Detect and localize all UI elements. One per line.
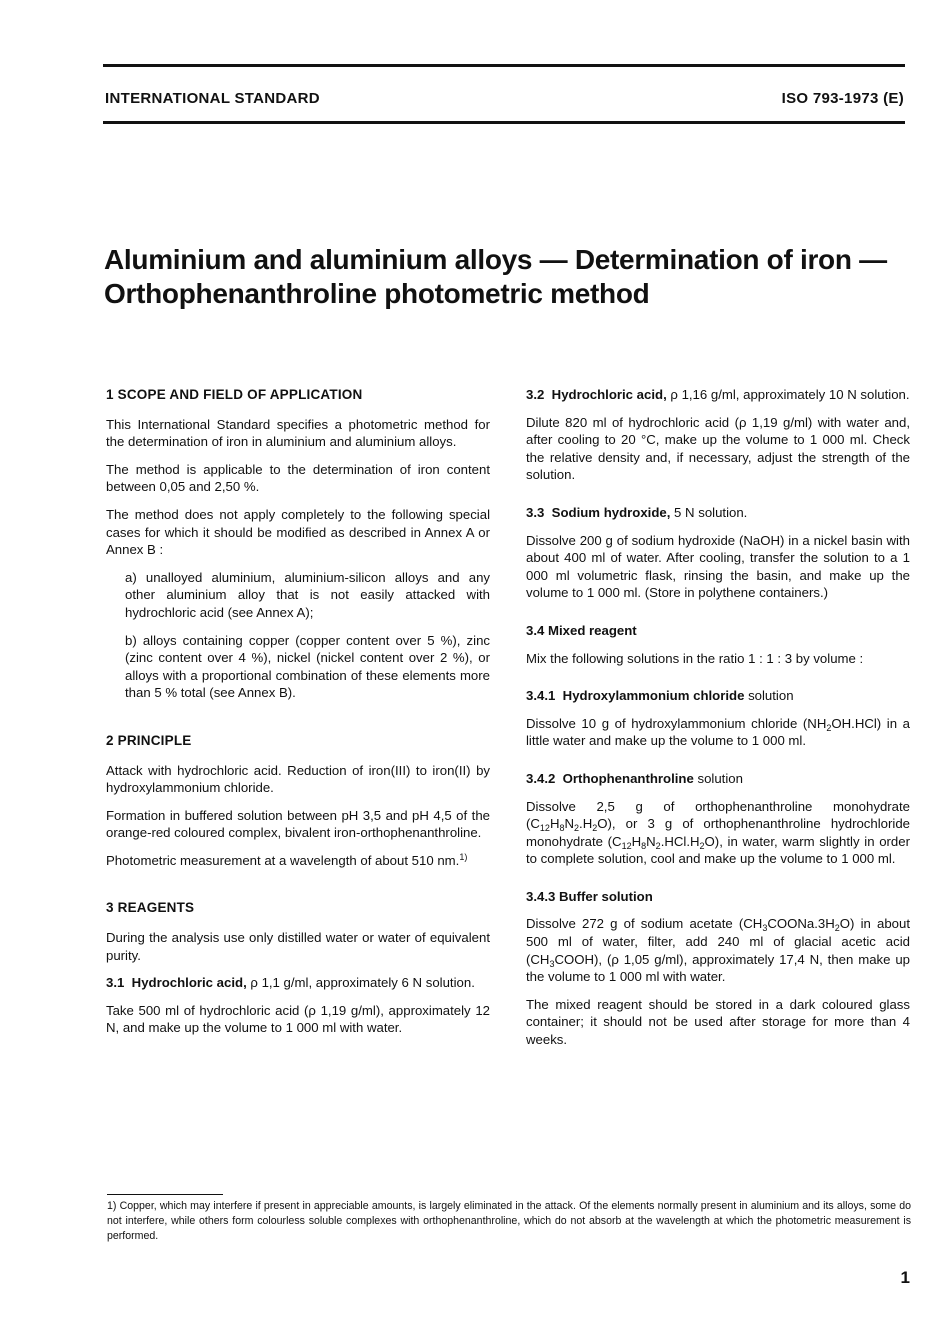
- reagent-3-3-paragraph: Dissolve 200 g of sodium hydroxide (NaOH) in a nickel basin with about 400 ml of water. After cooling, transfer the solution to a 1 000 ml volumetric flask, rinsing the basin, and make up the volume to 1 000 ml. (Store in polythene containers.): [526, 532, 910, 601]
- reagent-3-4-paragraph: Mix the following solutions in the ratio 1 : 1 : 3 by volume :: [526, 650, 864, 666]
- section-3-heading: 3 REAGENTS: [106, 900, 195, 916]
- section-2-paragraph: Photometric measurement at a wavelength of about 510 nm.$^{1)}$: [106, 851, 468, 868]
- section-2-heading: 2 PRINCIPLE: [106, 732, 192, 748]
- section-1-paragraph: This International Standard specifies a photometric method for the determination of iron in aluminium and aluminium alloys.: [106, 416, 490, 450]
- header-top-rule: [103, 64, 905, 67]
- right-column: [526, 386, 910, 1059]
- reagent-3-4-2-heading: 3.4.2 Orthophenanthroline solution: [526, 770, 743, 786]
- section-2-paragraph: Attack with hydrochloric acid. Reduction of iron(III) to iron(II) by hydroxylammonium chloride.: [106, 762, 490, 796]
- reagent-3-2-paragraph: Dilute 820 ml of hydrochloric acid (ρ 1,19 g/ml) with water and, after cooling to 20 °C, make up the volume to 1 000 ml. Check the relative density and, if necessary, adjust the strength of the solution.: [526, 414, 910, 483]
- section-3-paragraph: During the analysis use only distilled water or water of equivalent purity.: [106, 930, 490, 963]
- footnote-rule: [107, 1194, 223, 1195]
- reagent-3-3-heading: 3.3 Sodium hydroxide, 5 N solution.: [526, 504, 748, 520]
- reagent-3-4-1-paragraph: Dissolve 10 g of hydroxylammonium chloride $(NH_2OH.HCl)$ in a little water and make up the volume to 1 000 ml.: [526, 715, 910, 749]
- footnote: 1) Copper, which may interfere if present in appreciable amounts, is largely eliminated in the attack. Of the elements normally present in aluminium and its alloys, some do not interfere, while others form colourless soluble complexes with orthophenanthroline, which do not absorb at the wavelength at which the photometric measurement is performed.: [107, 1200, 911, 1242]
- reagent-3-4-heading: 3.4 Mixed reagent: [526, 622, 637, 638]
- header-bottom-rule: [103, 121, 905, 124]
- section-1-heading: 1 SCOPE AND FIELD OF APPLICATION: [106, 387, 363, 402]
- reagent-3-1-heading: 3.1 Hydrochloric acid, ρ 1,1 g/ml, approximately 6 N solution.: [106, 975, 475, 991]
- section-2-paragraph: Formation in buffered solution between pH 3,5 and pH 4,5 of the orange-red coloured complex, bivalent iron-orthophenanthroline.: [106, 807, 490, 841]
- header-standard-type: INTERNATIONAL STANDARD: [105, 90, 320, 107]
- section-1-paragraph: The method does not apply completely to the following special cases for which it should be modified as described in Annex A or Annex B :: [106, 506, 490, 558]
- reagent-3-4-3-paragraph: Dissolve 272 g of sodium acetate $(CH_3COONa.3H_2O)$ in about 500 ml of water, filter, add 240 ml of glacial acetic acid $(CH_3COOH)$, (ρ 1,05 g/ml), approximately 17,4 N, then make up the volume to 1 000 ml with water.: [526, 916, 910, 985]
- reagent-3-2-heading: 3.2 Hydrochloric acid, ρ 1,16 g/ml, approximately 10 N solution.: [526, 387, 910, 402]
- section-1-item-a: a) unalloyed aluminium, aluminium-silicon alloys and any other aluminium alloy that is not easily attacked with hydrochloric acid (see Annex A);: [125, 569, 490, 620]
- reagent-3-1-paragraph: Take 500 ml of hydrochloric acid (ρ 1,19 g/ml), approximately 12 N, and make up the volume to 1 000 ml with water.: [106, 1002, 490, 1036]
- header-standard-number: ISO 793-1973 (E): [781, 90, 904, 107]
- reagent-3-4-1-heading: 3.4.1 Hydroxylammonium chloride solution: [526, 688, 794, 704]
- reagent-3-4-3-storage-note: The mixed reagent should be stored in a dark coloured glass container; it should not be used after storage for more than 4 weeks.: [526, 996, 910, 1048]
- section-1-item-b: b) alloys containing copper (copper content over 5 %), zinc (zinc content over 4 %), nickel (nickel content over 2 %), or alloys with a proportional combination of these elements more than 5 % total (see Annex B).: [125, 632, 490, 701]
- document-title-line-1: Aluminium and aluminium alloys — Determination of iron —: [104, 244, 887, 275]
- page-number: 1: [900, 1268, 910, 1287]
- document-title-line-2: Orthophenanthroline photometric method: [104, 278, 650, 309]
- reagent-3-4-3-heading: 3.4.3 Buffer solution: [526, 888, 653, 904]
- left-column: [106, 386, 490, 1047]
- section-1-paragraph: The method is applicable to the determination of iron content between 0,05 and 2,50 %.: [106, 461, 490, 495]
- footnote-reference: 1): [459, 851, 468, 862]
- reagent-3-4-2-paragraph: Dissolve 2,5 g of orthophenanthroline monohydrate $(C_{12}H_8N_2.H_2O)$, or 3 g of orthophenanthroline hydrochloride monohydrate $(C_{12}H_8N_2.HCl.H_2O)$, in water, warm slightly in order to complete solution, cool and make up the volume to 1 000 ml.: [526, 798, 910, 867]
